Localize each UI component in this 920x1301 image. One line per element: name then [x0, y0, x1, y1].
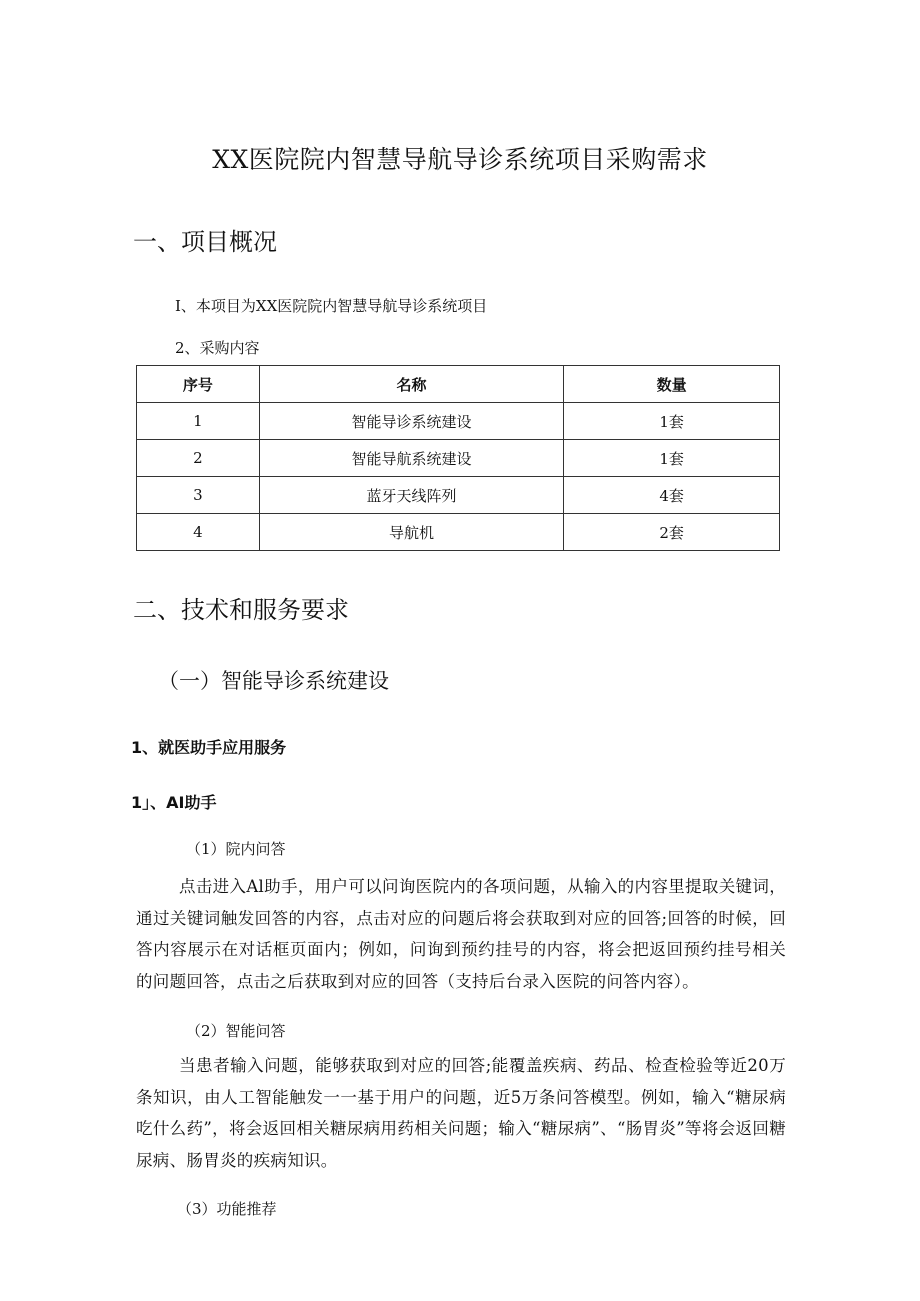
table-cell: 蓝牙天线阵列: [259, 477, 564, 514]
table-cell: 4套: [564, 477, 780, 514]
purchase-table: [136, 365, 780, 551]
table-cell: 智能导诊系统建设: [259, 403, 564, 440]
table-cell: 1套: [564, 403, 780, 440]
overview-item-2: 2、采购内容: [175, 339, 260, 357]
table-row: [137, 514, 780, 551]
table-cell: 2: [137, 440, 260, 477]
paragraph-smart-qa: 当患者输入问题，能够获取到对应的回答;能覆盖疾病、药品、检查检验等近20万条知识，由人工智能触发一一基于用户的问题，近5万条问答模型。例如，输入“糖尿病吃什么药”，将会返回相关糖尿病用药相关问题；输入“糖尿病”、“肠胃炎”等将会返回糖尿病、肠胃炎的疾病知识。: [136, 1056, 786, 1170]
table-cell: 2套: [564, 514, 780, 551]
table-row: [137, 477, 780, 514]
table-header-row: [137, 366, 780, 403]
table-cell: 1套: [564, 440, 780, 477]
document-title: XX医院院内智慧导航导诊系统项目采购需求: [212, 145, 708, 174]
label-in-hospital-qa: （1）院内问答: [186, 840, 286, 858]
table-cell: 智能导航系统建设: [259, 440, 564, 477]
paragraph-in-hospital-qa: 点击进入Al助手，用户可以问询医院内的各项问题，从输入的内容里提取关键词，通过关键词触发回答的内容，点击对应的问题后将会获取到对应的回答;回答的时候，回答内容展示在对话框页面内；例如，问询到预约挂号的内容，将会把返回预约挂号相关的问题回答，点击之后获取到对应的回答（支持后台录入医院的问答内容）。: [136, 877, 786, 991]
heading-medical-assistant: 1、就医助手应用服务: [131, 738, 287, 757]
table-header-cell: 名称: [259, 366, 564, 403]
table-cell: 3: [137, 477, 260, 514]
section-heading-overview: 一、项目概况: [133, 228, 277, 256]
table-cell: 1: [137, 403, 260, 440]
table-header-cell: 序号: [137, 366, 260, 403]
table-cell: 4: [137, 514, 260, 551]
overview-item-1: I、本项目为XX医院院内智慧导航导诊系统项目: [175, 297, 488, 315]
subsection-heading-guidance: （一）智能导诊系统建设: [158, 669, 389, 693]
section-heading-requirements: 二、技术和服务要求: [133, 596, 349, 624]
table-header-cell: 数量: [564, 366, 780, 403]
label-feature-recommendation: （3）功能推荐: [177, 1200, 277, 1218]
table-cell: 导航机: [259, 514, 564, 551]
heading-ai-assistant: 1」、AI助手: [131, 793, 217, 812]
label-smart-qa: （2）智能问答: [186, 1022, 286, 1040]
table-row: [137, 403, 780, 440]
table-row: [137, 440, 780, 477]
